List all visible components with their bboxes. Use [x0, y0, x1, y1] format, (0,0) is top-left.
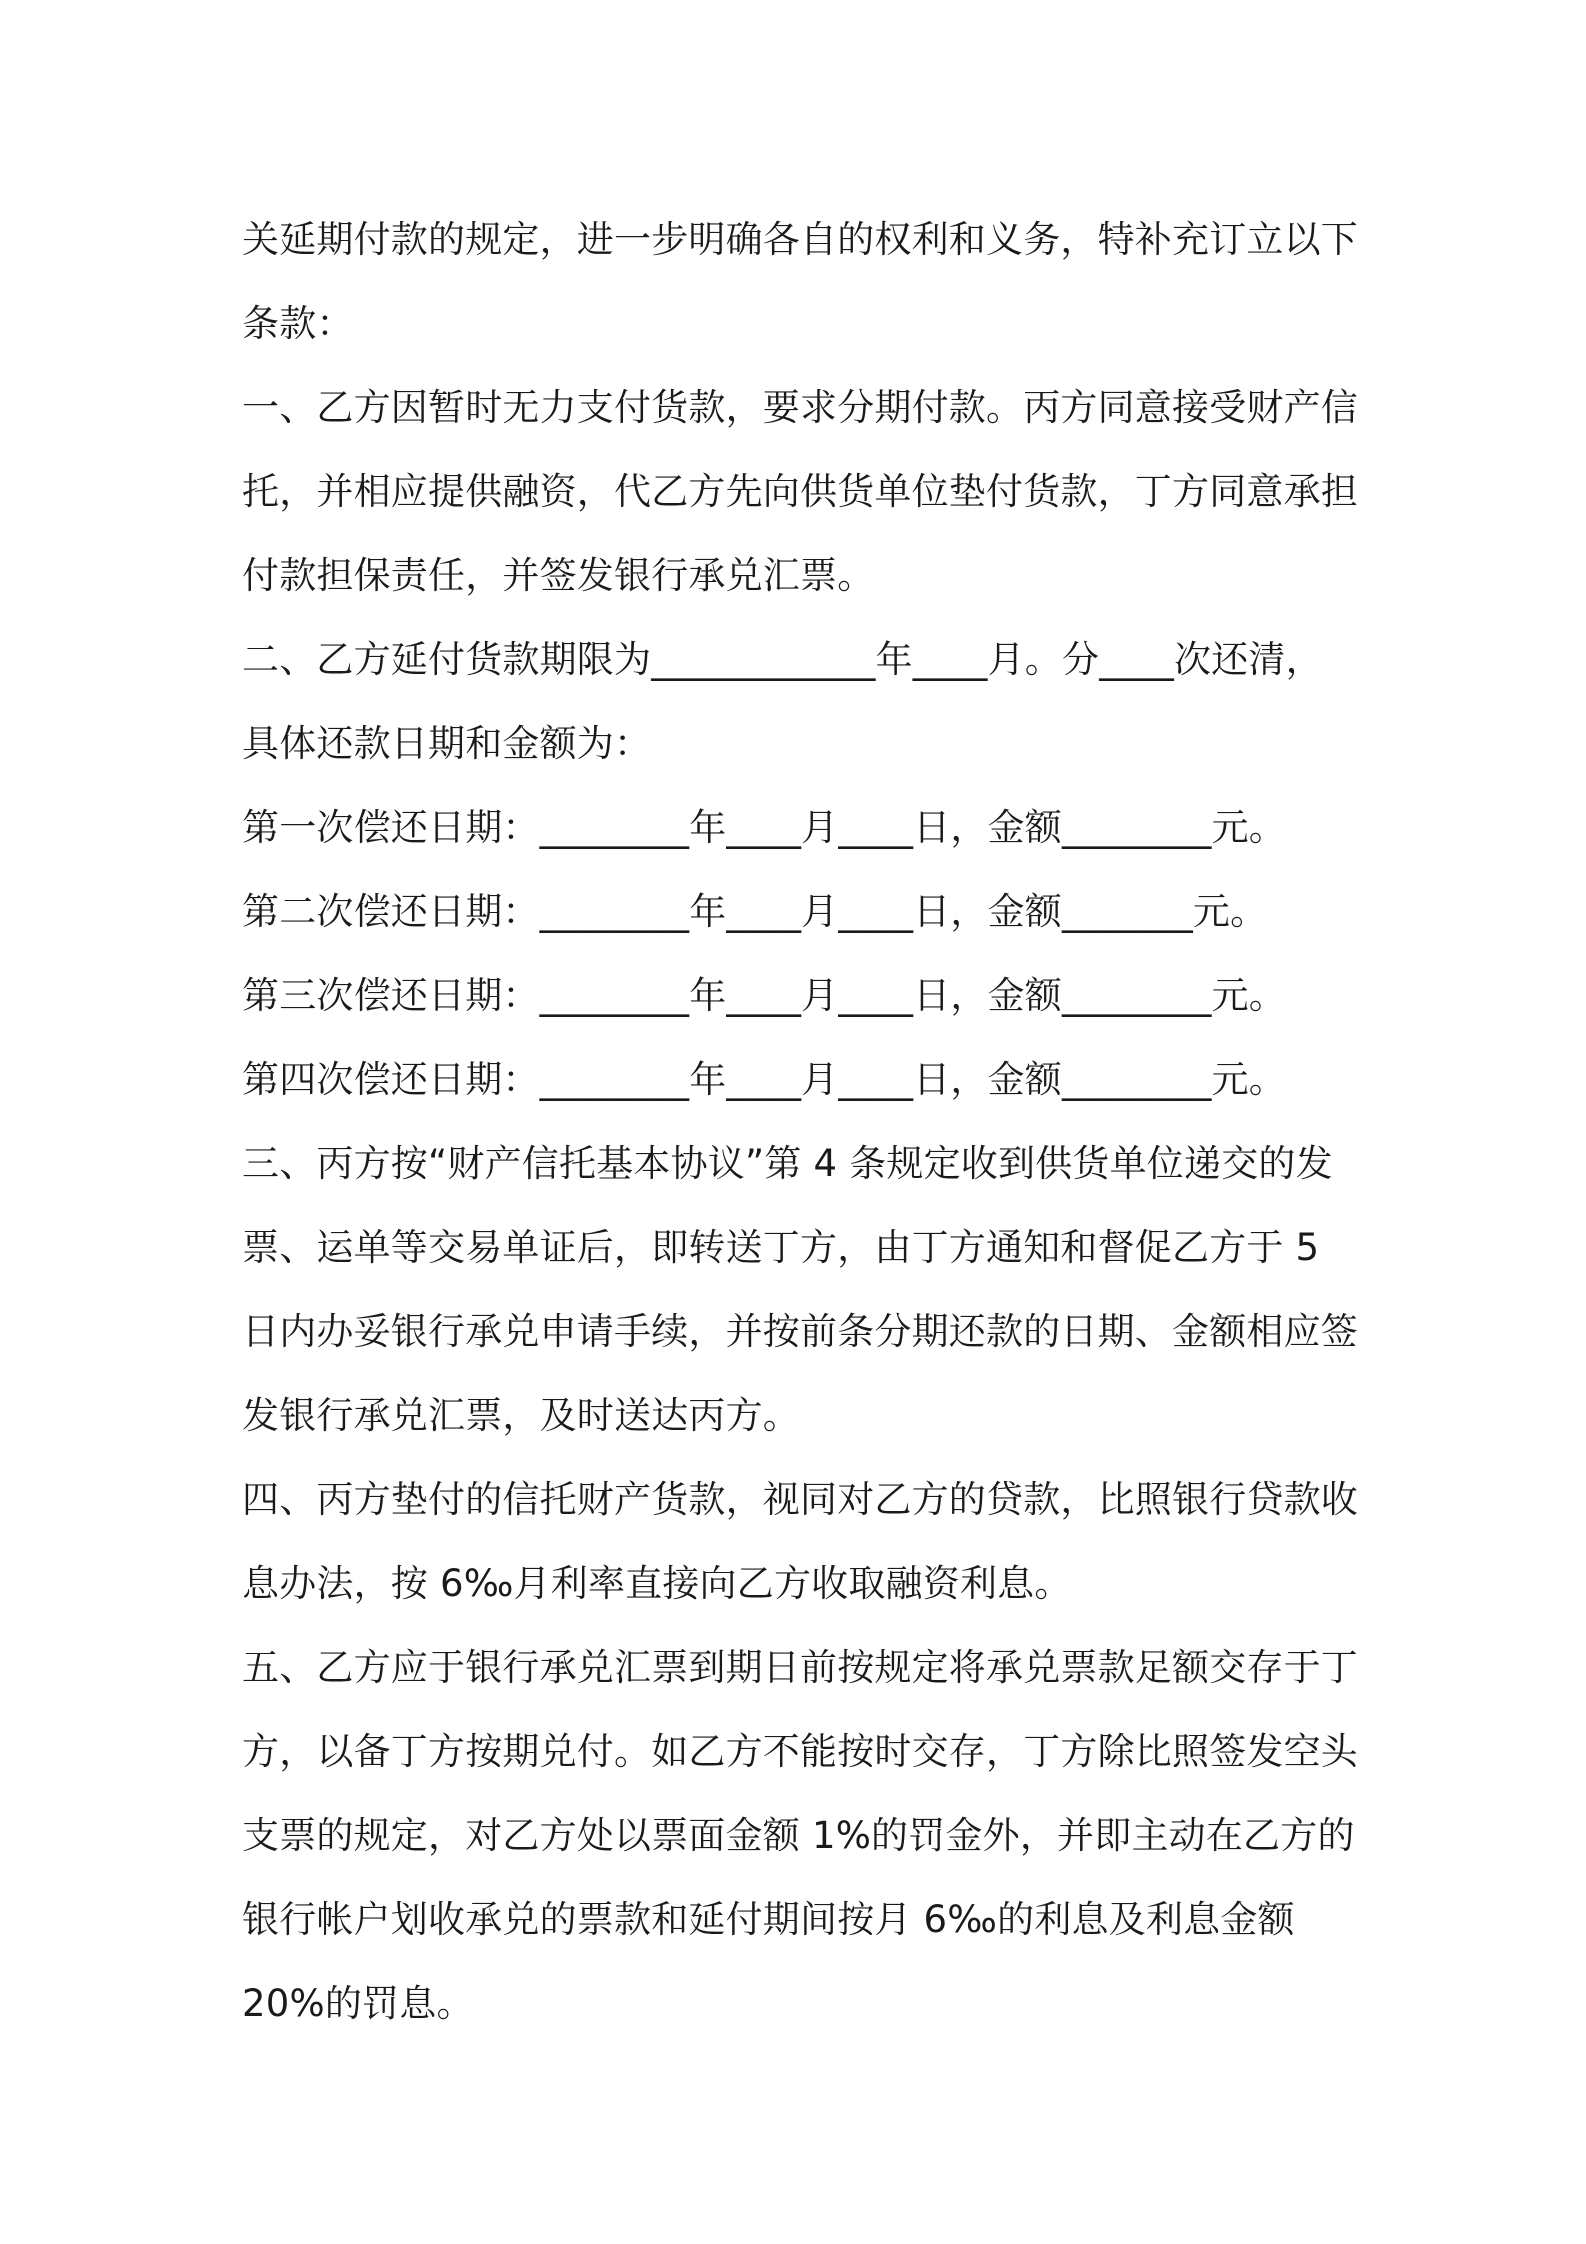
- text-line: 托，并相应提供融资，代乙方先向供货单位垫付货款，丁方同意承担: [242, 470, 1358, 513]
- text-line: 一、乙方因暂时无力支付货款，要求分期付款。丙方同意接受财产信: [242, 386, 1358, 429]
- text-line: 第二次偿还日期：________年____月____日，金额_______元。: [242, 890, 1268, 933]
- text-line: 方，以备丁方按期兑付。如乙方不能按时交存，丁方除比照签发空头: [242, 1730, 1358, 1773]
- text-line: 发银行承兑汇票，及时送达丙方。: [242, 1394, 800, 1437]
- text-line: 息办法，按 6‰月利率直接向乙方收取融资利息。: [242, 1562, 1072, 1605]
- text-line: 票、运单等交易单证后，即转送丁方，由丁方通知和督促乙方于 5: [242, 1226, 1320, 1269]
- text-line: 第四次偿还日期：________年____月____日，金额________元。: [242, 1058, 1286, 1101]
- text-line: 支票的规定，对乙方处以票面金额 1%的罚金外，并即主动在乙方的: [242, 1814, 1355, 1857]
- text-line: 五、乙方应于银行承兑汇票到期日前按规定将承兑票款足额交存于丁: [242, 1646, 1358, 1689]
- text-line: 第三次偿还日期：________年____月____日，金额________元。: [242, 974, 1286, 1017]
- text-line: 日内办妥银行承兑申请手续，并按前条分期还款的日期、金额相应签: [242, 1310, 1358, 1353]
- text-line: 关延期付款的规定，进一步明确各自的权利和义务，特补充订立以下: [242, 218, 1358, 261]
- text-line: 20%的罚息。: [242, 1982, 474, 2025]
- text-line: 条款：: [242, 302, 354, 345]
- text-line: 付款担保责任，并签发银行承兑汇票。: [242, 554, 875, 597]
- text-line: 第一次偿还日期：________年____月____日，金额________元。: [242, 806, 1286, 849]
- text-line: 具体还款日期和金额为：: [242, 722, 652, 765]
- text-line: 三、丙方按“财产信托基本协议”第 4 条规定收到供货单位递交的发: [242, 1142, 1333, 1185]
- text-line: 四、丙方垫付的信托财产货款，视同对乙方的贷款，比照银行贷款收: [242, 1478, 1358, 1521]
- text-line: 二、乙方延付货款期限为____________年____月。分____次还清，: [242, 638, 1323, 681]
- document-body: [242, 198, 1362, 2046]
- text-line: 银行帐户划收承兑的票款和延付期间按月 6‰的利息及利息金额: [242, 1898, 1295, 1941]
